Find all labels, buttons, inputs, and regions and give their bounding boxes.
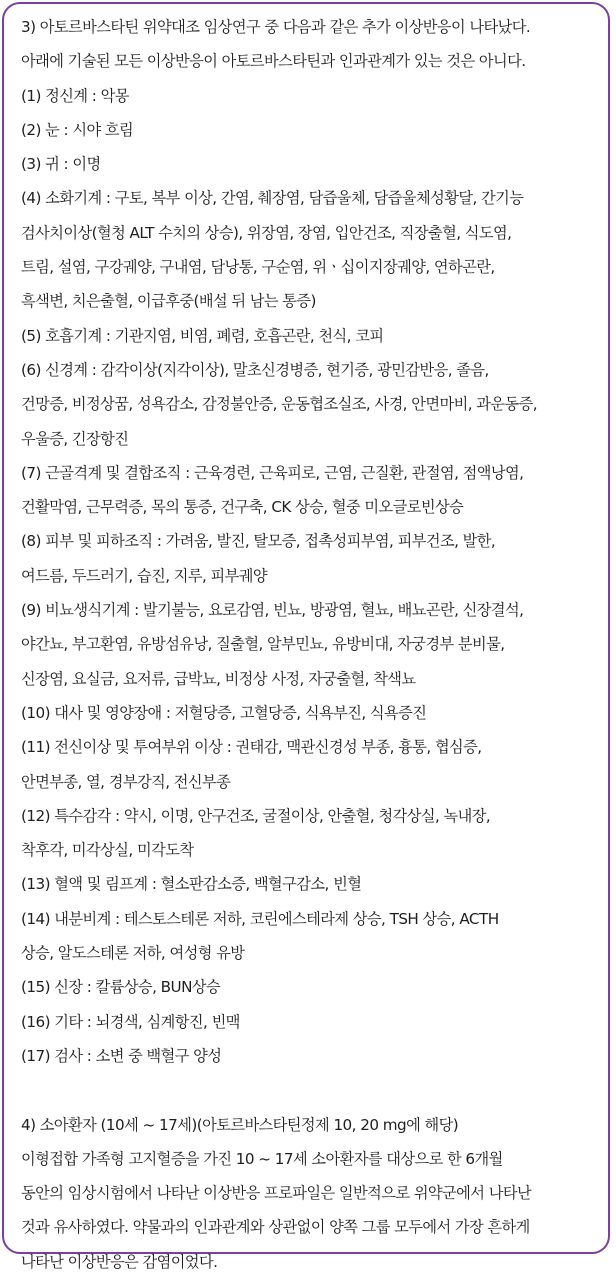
list-item-line: (2) 눈 : 시야 흐림 (21, 120, 134, 139)
section-4-body-line: 이형접합 가족형 고지혈증을 가진 10 ~ 17세 소아환자를 대상으로 한 6개월 (21, 1149, 503, 1168)
list-item-7 (21, 456, 602, 525)
section-4 (21, 1108, 602, 1279)
list-item-line: (1) 정신계 : 악몽 (21, 86, 129, 105)
list-item-2 (21, 113, 602, 147)
list-item-1 (21, 79, 602, 113)
list-item-line: (3) 귀 : 이명 (21, 155, 101, 174)
list-item-line: 여드름, 두드러기, 습진, 지루, 피부궤양 (21, 566, 268, 585)
list-item-line: 트림, 설염, 구강궤양, 구내염, 담낭통, 구순염, 위ㆍ십이지장궤양, 연하곤란, (21, 258, 495, 277)
list-item-line: (4) 소화기계 : 구토, 복부 이상, 간염, 췌장염, 담즙울체, 담즙울체성황달, 간기능 (21, 189, 524, 208)
list-item-line: (7) 근골격계 및 결합조직 : 근육경련, 근육피로, 근염, 근질환, 관절염, 점액낭염, (21, 463, 524, 482)
list-item-9 (21, 593, 602, 696)
list-item-line: (6) 신경계 : 감각이상(지각이상), 말초신경병증, 현기증, 광민감반응, 졸음, (21, 360, 489, 379)
section-4-body-line: 동안의 임상시험에서 나타난 이상반응 프로파일은 일반적으로 위약군에서 나타난 (21, 1184, 532, 1203)
list-item-line: 검사치이상(혈청 ALT 수치의 상승), 위장염, 장염, 입안건조, 직장출혈, 식도염, (21, 223, 512, 242)
list-item-line: 상승, 알도스테론 저하, 여성형 유방 (21, 944, 245, 963)
list-item-line: 착후각, 미각상실, 미각도착 (21, 841, 194, 860)
section-3-intro-line: 아래에 기술된 모든 이상반응이 아토르바스타틴과 인과관계가 있는 것은 아니다. (21, 52, 526, 71)
list-item-line: (8) 피부 및 피하조직 : 가려움, 발진, 탈모증, 접촉성피부염, 피부건조, 발한, (21, 532, 496, 551)
list-item-line: 신장염, 요실금, 요저류, 급박뇨, 비정상 사정, 자궁출혈, 착색뇨 (21, 669, 416, 688)
list-item-15 (21, 970, 602, 1004)
list-item-line: (15) 신장 : 칼륨상승, BUN상승 (21, 978, 221, 997)
list-item-12 (21, 799, 602, 868)
list-item-line: (9) 비뇨생식기계 : 발기불능, 요로감염, 빈뇨, 방광염, 혈뇨, 배뇨곤란, 신장결석, (21, 601, 524, 620)
list-item-17 (21, 1039, 602, 1073)
list-item-line: (13) 혈액 및 림프계 : 혈소판감소증, 백혈구감소, 빈혈 (21, 875, 362, 894)
list-item-16 (21, 1005, 602, 1039)
list-item-10 (21, 696, 602, 730)
list-item-11 (21, 730, 602, 799)
list-item-line: 건활막염, 근무력증, 목의 통증, 건구축, CK 상승, 혈중 미오글로빈상승 (21, 498, 464, 517)
list-item-8 (21, 524, 602, 593)
content-card (2, 2, 610, 1271)
list-item-line: (14) 내분비계 : 테스토스테론 저하, 코린에스테라제 상승, TSH 상승, ACTH (21, 909, 499, 928)
list-item-13 (21, 867, 602, 901)
list-item-line: (5) 호흡기계 : 기관지염, 비염, 폐렴, 호흡곤란, 천식, 코피 (21, 326, 384, 345)
list-item-14 (21, 902, 602, 971)
list-item-line: (17) 검사 : 소변 중 백혈구 양성 (21, 1046, 222, 1065)
list-item-line: 야간뇨, 부고환염, 유방섬유낭, 질출혈, 알부민뇨, 유방비대, 자궁경부 분비물, (21, 635, 505, 654)
list-item-6 (21, 353, 602, 456)
section-3 (21, 10, 602, 1073)
section-4-body-line: 나타난 이상반응은 감염이었다. (21, 1252, 218, 1271)
list-item-line: (10) 대사 및 영양장애 : 저혈당증, 고혈당증, 식욕부진, 식욕증진 (21, 703, 427, 722)
list-item-line: 흑색변, 치은출혈, 이급후중(배설 뒤 남는 통증) (21, 292, 316, 311)
list-item-line: (11) 전신이상 및 투여부위 이상 : 권태감, 맥관신경성 부종, 흉통, 협심증, (21, 738, 482, 757)
section-spacer (21, 1073, 602, 1107)
list-item-line: (16) 기타 : 뇌경색, 심계항진, 빈맥 (21, 1012, 240, 1031)
document-body (21, 10, 602, 1279)
section-4-title: 4) 소아환자 (10세 ~ 17세)(아토르바스타틴정제 10, 20 mg에 해당) (21, 1115, 459, 1134)
section-3-intro-line: 3) 아토르바스타틴 위약대조 임상연구 중 다음과 같은 추가 이상반응이 나타났다. (21, 18, 531, 36)
list-item-3 (21, 147, 602, 181)
list-item-5 (21, 319, 602, 353)
list-item-line: 우울증, 긴장항진 (21, 429, 129, 448)
list-item-4 (21, 181, 602, 318)
list-item-line: (12) 특수감각 : 약시, 이명, 안구건조, 굴절이상, 안출혈, 청각상실, 녹내장, (21, 806, 491, 825)
section-4-body-line: 것과 유사하였다. 약물과의 인과관계와 상관없이 양쪽 그룹 모두에서 가장 흔하게 (21, 1218, 530, 1237)
list-item-line: 안면부종, 열, 경부강직, 전신부종 (21, 772, 231, 791)
list-item-line: 건망증, 비정상꿈, 성욕감소, 감정불안증, 운동협조실조, 사경, 안면마비, 과운동증, (21, 395, 538, 414)
